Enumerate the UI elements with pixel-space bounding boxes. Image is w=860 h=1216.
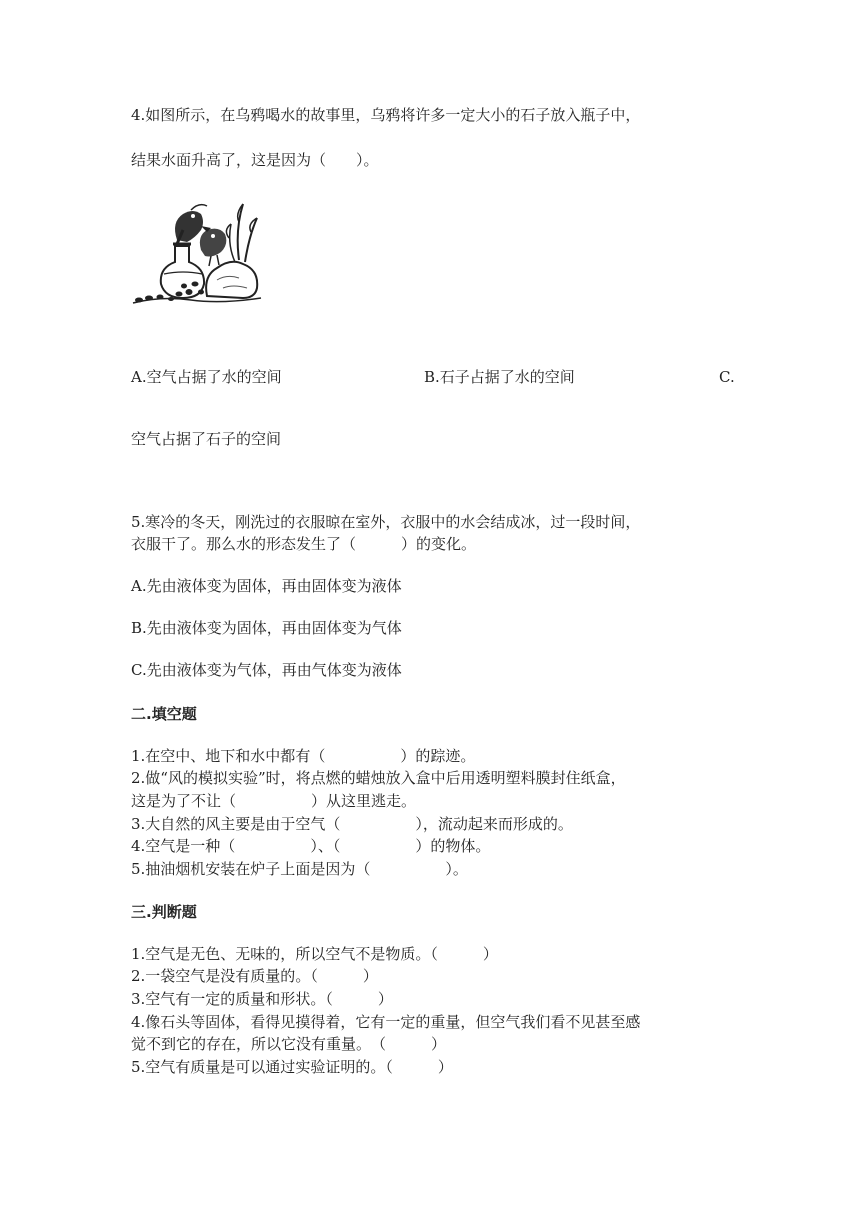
question-5-option-c: C.先由液体变为气体，再由气体变为液体 (131, 661, 402, 679)
question-4-line-2: 结果水面升高了，这是因为（ ）。 (131, 151, 379, 169)
fill-item: 4.空气是一种（ ）、（ ）的物体。 (131, 837, 491, 855)
question-5-option-b: B.先由液体变为固体，再由固体变为气体 (131, 619, 402, 637)
judge-item: 2.一袋空气是没有质量的。（ ） (131, 967, 378, 985)
question-4-line-1: 4.如图所示，在乌鸦喝水的故事里，乌鸦将许多一定大小的石子放入瓶子中， (131, 106, 641, 124)
question-4-option-c-label: C. (719, 368, 735, 386)
fill-item: 2.做“风的模拟实验”时，将点燃的蜡烛放入盒中后用透明塑料膜封住纸盒， (131, 769, 626, 787)
fill-item: 1.在空中、地下和水中都有（ ）的踪迹。 (131, 747, 476, 765)
question-5-option-a: A.先由液体变为固体，再由固体变为液体 (131, 577, 402, 595)
question-4-option-a: A.空气占据了水的空间 (131, 368, 282, 386)
question-5-line-1: 5.寒冷的冬天，刚洗过的衣服晾在室外，衣服中的水会结成冰，过一段时间， (131, 513, 641, 531)
question-4-option-c-text: 空气占据了石子的空间 (131, 430, 282, 448)
crow-drinking-water-illustration-icon (131, 200, 263, 312)
fill-item: 这是为了不让（ ）从这里逃走。 (131, 792, 417, 810)
fill-item: 3.大自然的风主要是由于空气（ ），流动起来而形成的。 (131, 815, 573, 833)
question-5-line-2: 衣服干了。那么水的形态发生了（ ）的变化。 (131, 535, 477, 553)
question-4-option-b: B.石子占据了水的空间 (424, 368, 575, 386)
judge-section-heading: 三.判断题 (131, 903, 197, 921)
judge-item: 3.空气有一定的质量和形状。（ ） (131, 990, 393, 1008)
judge-item: 5.空气有质量是可以通过实验证明的。（ ） (131, 1058, 453, 1076)
fill-item: 5.抽油烟机安装在炉子上面是因为（ ）。 (131, 860, 468, 878)
fill-section-heading: 二.填空题 (131, 705, 197, 723)
judge-item: 1.空气是无色、无味的，所以空气不是物质。（ ） (131, 945, 498, 963)
judge-item: 4.像石头等固体，看得见摸得着，它有一定的重量，但空气我们看不见甚至感 (131, 1013, 641, 1031)
judge-item: 觉不到它的存在，所以它没有重量。 （ ） (131, 1035, 447, 1053)
